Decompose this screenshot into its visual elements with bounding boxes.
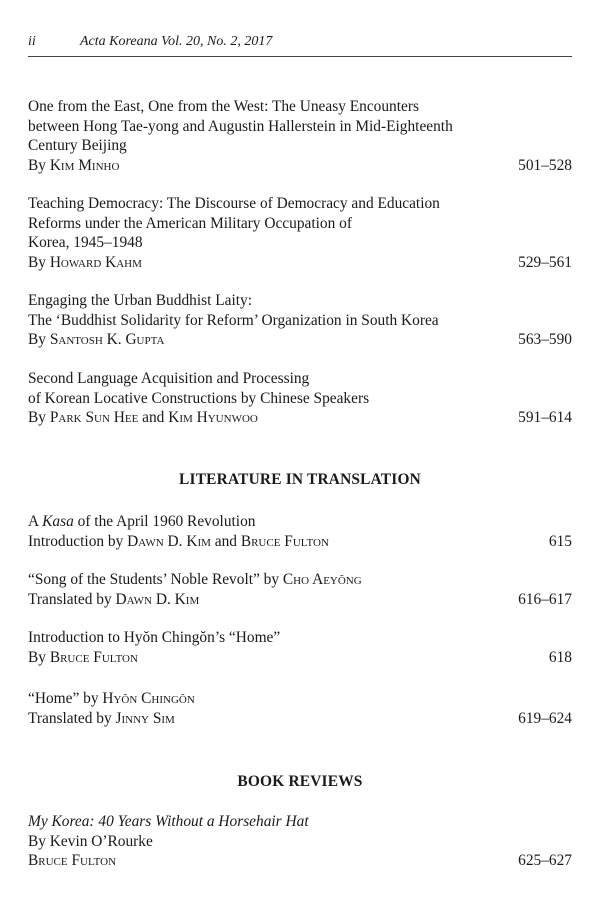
entry-title-line: The ‘Buddhist Solidarity for Reform’ Organization in South Korea (28, 311, 439, 329)
toc-entry-literature-1[interactable] (28, 512, 572, 551)
entry-title-line: between Hong Tae-yong and Augustin Hallerstein in Mid-Eighteenth (28, 117, 453, 135)
title-text: “Song of the Students’ Noble Revolt” by (28, 571, 283, 588)
entry-byline (28, 709, 572, 729)
and-label: and (138, 409, 169, 426)
by-label: Introduction by (28, 532, 128, 550)
by-label: Translated by (28, 590, 116, 608)
journal-title: Acta Koreana Vol. 20, No. 2, 2017 (80, 34, 273, 49)
toc-entry-literature-2[interactable] (28, 570, 572, 609)
toc-entry-article-4[interactable] (28, 369, 572, 428)
title-text: A (28, 513, 43, 530)
author-name: Kim Minho (49, 156, 120, 174)
author-name: Kim Hyunwoo (168, 409, 258, 426)
author-name: Park Sun Hee (49, 409, 139, 426)
page-range: 501–528 (518, 156, 572, 174)
entry-title-line: Second Language Acquisition and Processing (28, 370, 310, 387)
entry-title-line (28, 512, 572, 532)
book-author: By Kevin O’Rourke (28, 832, 153, 850)
entry-title-line (28, 812, 572, 832)
entry-title-line (28, 689, 572, 709)
entry-title-line (28, 570, 572, 590)
entry-byline (28, 648, 572, 668)
author-name: Santosh K. Gupta (49, 331, 165, 348)
by-label: By (28, 253, 50, 271)
author-name: Hyŏn Chingŏn (102, 690, 195, 707)
toc-entry-literature-3[interactable] (28, 628, 572, 667)
and-label: and (210, 532, 241, 550)
by-label: By (28, 409, 50, 426)
entry-title-line: Teaching Democracy: The Discourse of Democracy and Education (28, 195, 440, 212)
entry-title-line: Korea, 1945–1948 (28, 234, 143, 251)
entry-title-line: One from the East, One from the West: The Uneasy Encounters (28, 98, 419, 115)
translator-name: Jinny Sim (115, 709, 175, 727)
page-range: 591–614 (518, 409, 572, 426)
entry-byline (28, 851, 572, 871)
page-range: 618 (548, 648, 572, 666)
section-heading-literature: LITERATURE IN TRANSLATION (179, 471, 421, 488)
entry-title-line: of Korean Locative Constructions by Chinese Speakers (28, 389, 370, 407)
title-text: “Home” by (28, 690, 103, 707)
reviewer-name: Bruce Fulton (28, 852, 117, 869)
entry-title-line: Century Beijing (28, 137, 127, 154)
page-range: 615 (548, 532, 572, 550)
page-folio: ii (28, 34, 36, 49)
toc-entry-review-1[interactable] (28, 812, 572, 871)
entry-byline (28, 330, 572, 350)
translator-name: Dawn D. Kim (115, 590, 200, 608)
entry-byline (28, 590, 572, 610)
page-range: 529–561 (518, 253, 572, 271)
entry-byline (28, 156, 572, 176)
author-name: Dawn D. Kim (127, 532, 211, 550)
by-label: By (28, 156, 50, 174)
author-name: Cho Aeyŏng (282, 571, 362, 588)
by-label: By (28, 648, 50, 666)
page-range: 619–624 (518, 709, 572, 727)
entry-byline (28, 253, 572, 273)
page-range: 563–590 (518, 331, 572, 348)
toc-entry-article-3[interactable] (28, 291, 572, 350)
author-name: Bruce Fulton (49, 648, 138, 666)
toc-entry-literature-4[interactable] (28, 689, 572, 728)
by-label: By (28, 331, 50, 348)
title-text: of the April 1960 Revolution (73, 513, 256, 530)
entry-title-line: Introduction to Hyŏn Chingŏn’s “Home” (28, 629, 281, 646)
toc-entry-article-1[interactable] (28, 97, 572, 175)
entry-byline (28, 408, 572, 428)
running-head (28, 33, 572, 57)
title-italic: Kasa (42, 513, 74, 530)
section-heading-book-reviews: BOOK REVIEWS (237, 773, 363, 790)
entry-byline (28, 532, 572, 552)
toc-entry-article-2[interactable] (28, 194, 572, 272)
author-name: Howard Kahm (49, 253, 142, 271)
entry-title-line: Engaging the Urban Buddhist Laity: (28, 292, 252, 309)
author-name: Bruce Fulton (240, 532, 329, 550)
by-label: Translated by (28, 709, 116, 727)
page-range: 625–627 (518, 852, 572, 869)
entry-title-line: Reforms under the American Military Occupation of (28, 214, 352, 232)
page-range: 616–617 (518, 590, 572, 608)
book-title: My Korea: 40 Years Without a Horsehair Hat (28, 813, 309, 830)
